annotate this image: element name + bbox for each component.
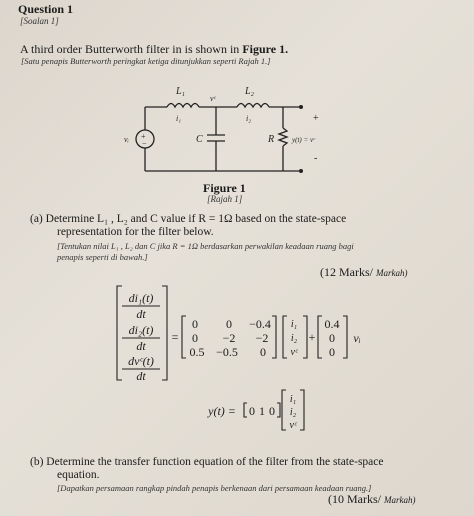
c-vector-bracket-left	[244, 403, 247, 417]
part-b-malay: [Dapatkan persamaan rangkap pindah penapis berkenaan dari persamaan keadaan ruang.]	[57, 483, 372, 493]
part-a-malay1: [Tentukan nilai L₁ , L₂ dan C jika R = 1Ω berdasarkan perwakilan keadaan ruang bagi	[57, 241, 354, 251]
lhs-num-2: di₂(t)	[128, 323, 154, 337]
b-vector-item: 0.4	[324, 317, 340, 331]
output-label: y(t) = vᶜ	[292, 136, 315, 144]
b-vector-bracket-right	[343, 316, 347, 358]
a-matrix-cell: 0	[192, 317, 198, 331]
i2-label: i₂	[246, 114, 252, 123]
lhs-den-2: dt	[136, 339, 146, 353]
b-vector-item: 0	[329, 345, 335, 359]
part-b-line1: (b) Determine the transfer function equation of the filter from the state-space	[30, 456, 384, 468]
out-state-item: vᶜ	[289, 420, 297, 431]
figure-title: Figure 1	[203, 181, 246, 195]
intro-figure-ref: Figure 1.	[242, 42, 289, 56]
c-vector-item: 1	[259, 404, 265, 418]
part-a-line2: representation for the filter below.	[57, 226, 214, 238]
part-a-line1: (a) Determine L₁ , L₂ and C value if R = 1Ω based on the state-space	[30, 213, 347, 225]
question-intro-malay: [Satu penapis Butterworth peringkat ketiga ditunjukkan seperti Rajah 1.]	[21, 56, 271, 66]
output-plus-label: +	[313, 113, 319, 124]
capacitor-label: C	[196, 134, 203, 145]
c-vector-item: 0	[269, 404, 275, 418]
a-matrix-cell: 0	[192, 331, 198, 345]
a-matrix-cell: 0	[226, 317, 232, 331]
a-matrix-cell: −2	[255, 331, 269, 345]
part-b-marks-malay: Markah)	[384, 495, 416, 505]
state-bracket-right	[303, 316, 307, 358]
equals-sign: =	[171, 330, 179, 344]
a-matrix-cell: −0.4	[249, 317, 271, 331]
a-matrix-cell: 0	[260, 345, 266, 359]
lhs-num-3: dvᶜ(t)	[128, 354, 154, 368]
plus-sign: +	[308, 330, 316, 344]
question-subtitle: [Soalan 1]	[20, 16, 59, 26]
out-state-bracket-left	[282, 390, 286, 430]
out-state-item: i₂	[289, 407, 297, 418]
l1-label: L₁	[176, 86, 186, 97]
resistor-label: R	[268, 134, 275, 145]
output-equation-lhs: y(t) =	[208, 404, 236, 418]
part-b-marks	[328, 492, 416, 507]
a-matrix-cell: −2	[222, 331, 236, 345]
lhs-num-1: di₁(t)	[128, 291, 154, 305]
input-symbol: vᵢ	[353, 331, 361, 345]
out-state-bracket-right	[300, 390, 304, 430]
a-matrix-bracket-left	[182, 316, 186, 358]
part-a-marks-malay: Markah)	[376, 268, 408, 278]
figure-subtitle: [Rajah 1]	[207, 194, 243, 204]
l2-label: L₂	[245, 86, 255, 97]
c-vector-bracket-right	[277, 403, 280, 417]
c-vector-item: 0	[249, 404, 255, 418]
b-vector-item: 0	[329, 331, 335, 345]
state-vec-item: i₂	[290, 333, 298, 344]
lhs-den-3: dt	[136, 369, 146, 383]
part-b-line2: equation.	[57, 469, 100, 481]
intro-text: A third order Butterworth filter in is shown in	[20, 42, 243, 56]
part-a-malay2: penapis seperti di bawah.]	[57, 252, 148, 262]
lhs-bracket-left	[117, 286, 122, 380]
part-b-marks-en: (10 Marks/	[328, 492, 381, 506]
state-vec-item: i₁	[290, 319, 298, 330]
output-minus-label: -	[314, 153, 318, 164]
source-label: vᵢ	[124, 135, 129, 144]
a-matrix-cell: −0.5	[216, 345, 238, 359]
part-a-marks-en: (12 Marks/	[320, 265, 373, 279]
source-minus-sign: −	[142, 139, 147, 148]
source-plus-sign: +	[141, 132, 146, 141]
b-vector-bracket-left	[318, 316, 322, 358]
state-vec-item: vᶜ	[290, 347, 298, 358]
i1-label: i₁	[176, 114, 182, 123]
state-bracket-left	[283, 316, 287, 358]
vc-node-label: vᶜ	[210, 94, 216, 103]
a-matrix-bracket-right	[272, 316, 276, 358]
a-matrix-cell: 0.5	[189, 345, 205, 359]
out-state-item: i₁	[289, 394, 297, 405]
lhs-den-1: dt	[136, 307, 146, 321]
lhs-bracket-right	[162, 286, 167, 380]
question-title: Question 1	[18, 2, 74, 16]
